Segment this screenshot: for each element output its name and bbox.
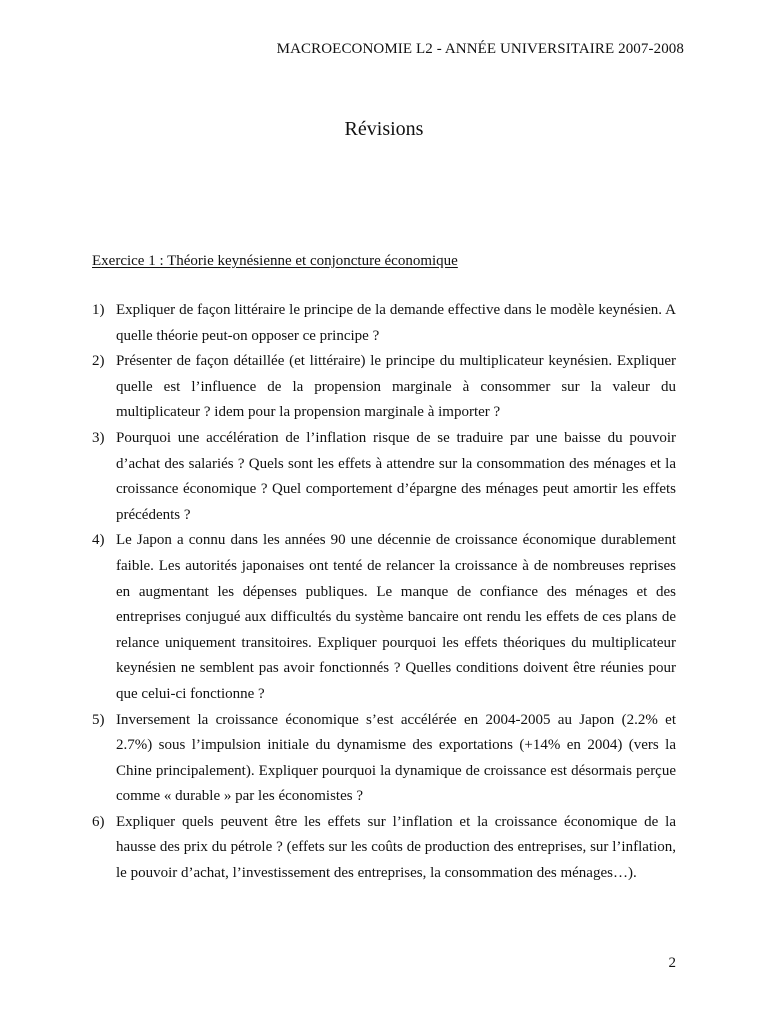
page-title: Révisions <box>344 118 424 140</box>
question-text: Expliquer de façon littéraire le principe de la demande effective dans le modèle keynésien. A quelle théorie peut-on opposer ce principe ? <box>116 302 676 344</box>
question-item <box>92 298 676 349</box>
question-number: 1) <box>92 302 105 318</box>
question-item <box>92 349 676 426</box>
question-number: 2) <box>92 353 105 370</box>
question-text: Présenter de façon détaillée (et littéraire) le principe du multiplicateur keynésien. Expliquer quelle est l’influence de la propension marginale à consommer sur la valeur du multiplicateur ? idem pour la propension marginale à importer ? <box>116 353 676 421</box>
question-list <box>92 298 676 887</box>
exercise-title: Exercice 1 : Théorie keynésienne et conjoncture économique <box>92 253 458 269</box>
question-item <box>92 528 676 707</box>
question-number: 4) <box>92 532 105 549</box>
question-text: Inversement la croissance économique s’est accélérée en 2004-2005 au Japon (2.2% et 2.7%) sous l’impulsion initiale du dynamisme des exportations (+14% en 2004) (vers la Chine principalement). Expliquer pourquoi la dynamique de croissance est désormais perçue comme « durable » par les économistes ? <box>116 711 676 805</box>
page-header: MACROECONOMIE L2 - ANNÉE UNIVERSITAIRE 2007-2008 <box>276 41 684 57</box>
question-text: Pourquoi une accélération de l’inflation risque de se traduire par une baisse du pouvoir d’achat des salariés ? Quels sont les effets à attendre sur la consommation des ménages et la croissance économique ? Quel comportement d’épargne des ménages peut amortir les effets précédents ? <box>116 429 676 523</box>
question-number: 5) <box>92 711 105 728</box>
question-text: Le Japon a connu dans les années 90 une décennie de croissance économique durablement faible. Les autorités japonaises ont tenté de relancer la croissance à de nombreuses reprises en augmentant les dépenses publiques. Le manque de confiance des ménages et des entreprises conjugué aux difficultés du système bancaire ont rendu les effets de ces plans de relance uniquement transitoires. Expliquer pourquoi les effets théoriques du multiplicateur keynésien ne semblent pas avoir fonctionnés ? Quelles conditions doivent être réunies pour que celui-ci fonctionne ? <box>116 532 676 702</box>
question-text: Expliquer quels peuvent être les effets sur l’inflation et la croissance économique de la hausse des prix du pétrole ? (effets sur les coûts de production des entreprises, sur l’inflation, le pouvoir d’achat, l’investissement des entreprises, la consommation des ménages…). <box>116 813 676 882</box>
page-number: 2 <box>668 955 676 971</box>
question-number: 6) <box>92 813 105 830</box>
question-number: 3) <box>92 429 105 446</box>
question-item <box>92 708 676 810</box>
question-item <box>92 426 676 528</box>
question-item <box>92 810 676 887</box>
